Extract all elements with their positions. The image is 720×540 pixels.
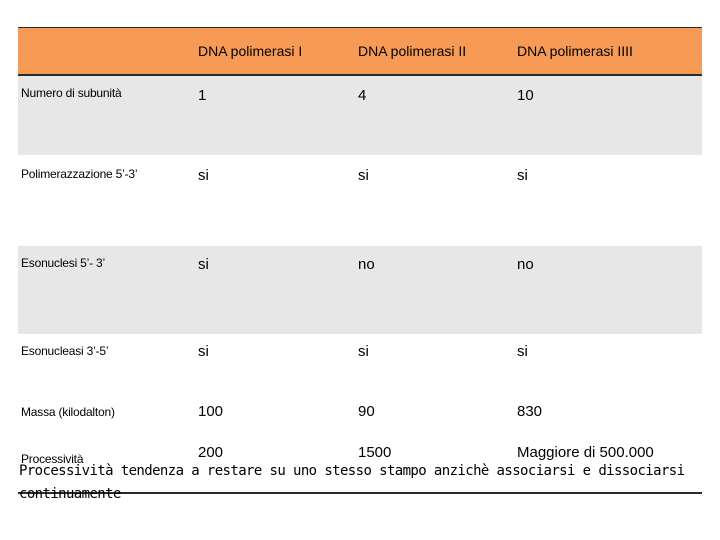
table-cell: 200 [181,440,341,492]
comparison-table-container [18,27,702,494]
table-row [18,395,702,440]
table-cell: si [500,156,702,246]
header-cell-pol-3: DNA polimerasi IIII [500,28,702,75]
table-row [18,75,702,156]
table-cell: no [500,246,702,335]
table-row [18,156,702,246]
table-cell: Maggiore di 500.000 [500,440,702,492]
table-cell: no [341,246,500,335]
row-label: Esonuclesi 5’- 3’ [18,246,181,335]
table-cell: 100 [181,395,341,440]
table-cell: si [181,156,341,246]
table-header-row [18,28,702,75]
table-row [18,246,702,335]
table-cell: 90 [341,395,500,440]
table-cell: si [181,246,341,335]
row-label: Numero di subunità [18,75,181,156]
row-label: Polimerazzazione 5’-3’ [18,156,181,246]
table-cell: 830 [500,395,702,440]
header-cell-pol-2: DNA polimerasi II [341,28,500,75]
table-cell: si [341,335,500,395]
table-cell: 1 [181,75,341,156]
row-label: Massa (kilodalton) [18,395,181,440]
processivity-note: Processività tendenza a restare su uno stesso stampo anzichè associarsi e dissociarsi continuamente [19,463,685,502]
dna-polymerase-table [18,28,702,492]
row-label: Esonucleasi 3’-5’ [18,335,181,395]
row-label: Processività [18,440,181,492]
table-cell: 1500 [341,440,500,492]
header-cell-pol-1: DNA polimerasi I [181,28,341,75]
table-cell: si [500,335,702,395]
table-cell: si [341,156,500,246]
table-cell: 4 [341,75,500,156]
table-row [18,335,702,395]
header-cell-empty [18,28,181,75]
table-cell: si [181,335,341,395]
table-cell: 10 [500,75,702,156]
